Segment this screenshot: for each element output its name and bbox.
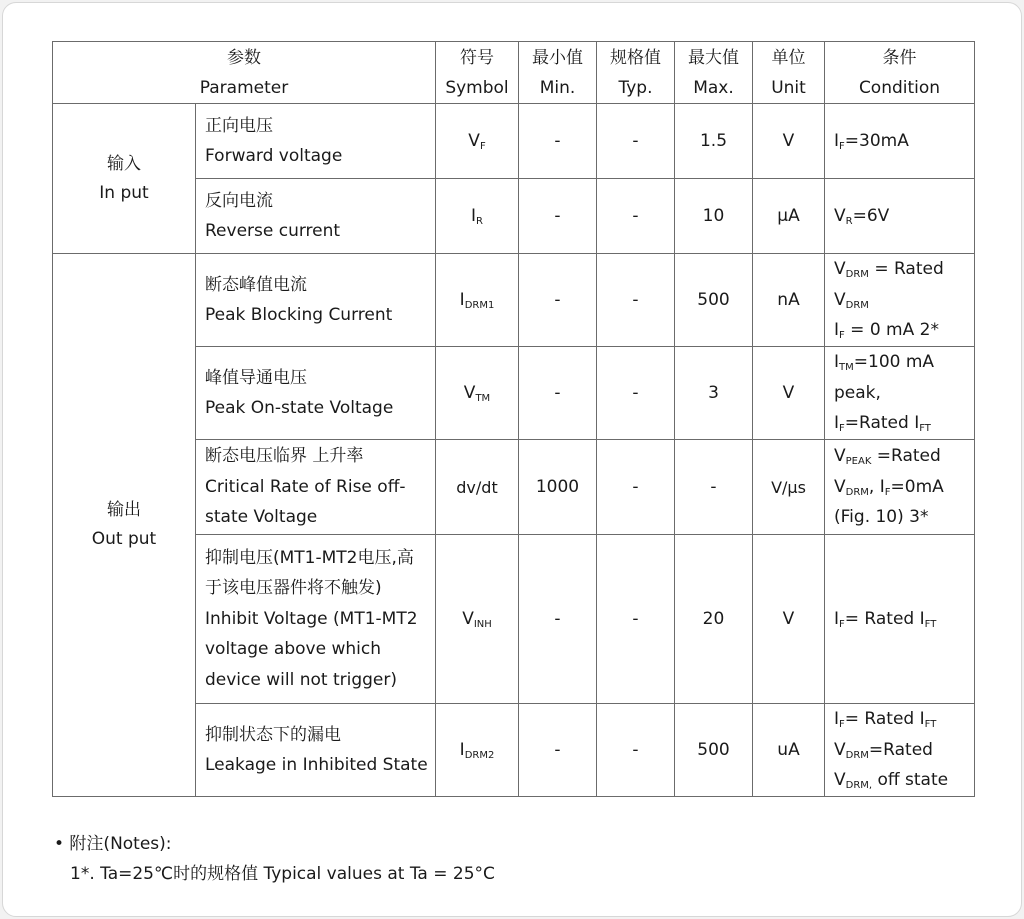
header-parameter: 参数 Parameter bbox=[53, 42, 436, 104]
param-cell bbox=[196, 347, 436, 440]
symbol-subscript: F bbox=[479, 141, 486, 152]
condition-line bbox=[834, 704, 974, 735]
symbol-cell bbox=[436, 254, 519, 347]
unit-cell: V bbox=[753, 535, 825, 704]
header-min: 最小值 Min. bbox=[519, 42, 597, 104]
condition-text: =0mA bbox=[890, 476, 944, 497]
condition-cell bbox=[825, 704, 975, 797]
group-input: 输入 In put bbox=[53, 104, 196, 254]
condition-subscript: F bbox=[839, 719, 845, 731]
unit-cell: V/µs bbox=[753, 440, 825, 535]
condition-line bbox=[834, 441, 974, 472]
condition-text: V bbox=[834, 205, 846, 226]
min-cell: - bbox=[519, 347, 597, 440]
table-row bbox=[53, 254, 975, 347]
condition-text: I bbox=[834, 130, 840, 151]
param-cell bbox=[196, 440, 436, 535]
param-line: 抑制电压(MT1-MT2电压,高 bbox=[205, 547, 414, 568]
condition-cell bbox=[825, 104, 975, 179]
condition-text: =Rated bbox=[868, 739, 933, 760]
condition-text: peak, bbox=[834, 382, 881, 403]
condition-subscript: DRM bbox=[845, 269, 869, 281]
condition-text: I bbox=[834, 413, 840, 434]
typ-cell: - bbox=[597, 535, 675, 704]
param-line: state Voltage bbox=[205, 507, 318, 528]
param-line: Peak Blocking Current bbox=[205, 305, 393, 325]
condition-subscript: DRM bbox=[845, 486, 869, 498]
condition-line bbox=[834, 408, 974, 439]
condition-line bbox=[834, 472, 974, 503]
typ-cell: - bbox=[597, 704, 675, 797]
condition-text: I bbox=[834, 320, 840, 341]
min-cell: - bbox=[519, 704, 597, 797]
condition-text: =Rated I bbox=[844, 413, 920, 434]
condition-line bbox=[834, 378, 974, 409]
condition-text: V bbox=[834, 770, 846, 791]
param-cell bbox=[196, 254, 436, 347]
param-cell bbox=[196, 704, 436, 797]
header-symbol: 符号 Symbol bbox=[436, 42, 519, 104]
header-typ: 规格值 Typ. bbox=[597, 42, 675, 104]
param-line: Leakage in Inhibited State bbox=[205, 755, 428, 775]
spec-table bbox=[52, 41, 975, 797]
param-line: 峰值导通电压 bbox=[205, 367, 307, 388]
condition-cell bbox=[825, 535, 975, 704]
condition-text: off state bbox=[872, 770, 949, 791]
param-line: Forward voltage bbox=[205, 146, 343, 166]
symbol-subscript: INH bbox=[473, 619, 492, 630]
max-cell: 10 bbox=[675, 179, 753, 254]
condition-line bbox=[834, 201, 974, 232]
condition-text: I bbox=[834, 608, 840, 629]
symbol-main: V bbox=[463, 383, 476, 403]
condition-subscript: DRM, bbox=[845, 780, 873, 792]
symbol-subscript: DRM2 bbox=[464, 750, 495, 761]
condition-line bbox=[834, 765, 974, 796]
unit-cell: V bbox=[753, 347, 825, 440]
symbol-main: I bbox=[459, 290, 465, 310]
symbol-subscript: DRM1 bbox=[464, 300, 495, 311]
condition-subscript: F bbox=[839, 618, 845, 630]
condition-cell bbox=[825, 347, 975, 440]
condition-line bbox=[834, 315, 974, 346]
max-cell: 500 bbox=[675, 704, 753, 797]
typ-cell: - bbox=[597, 179, 675, 254]
condition-subscript: R bbox=[845, 215, 853, 227]
condition-text: = Rated I bbox=[844, 709, 925, 730]
condition-subscript: DRM bbox=[845, 749, 869, 761]
param-line: voltage above which bbox=[205, 639, 381, 660]
param-line: Inhibit Voltage (MT1-MT2 bbox=[205, 608, 418, 629]
document-page bbox=[2, 2, 1022, 917]
param-line: 抑制状态下的漏电 bbox=[205, 724, 341, 745]
condition-subscript: F bbox=[839, 140, 845, 152]
condition-cell bbox=[825, 179, 975, 254]
param-line: 反向电流 bbox=[205, 190, 273, 211]
group-output: 输出 Out put bbox=[53, 254, 196, 797]
symbol-main: I bbox=[459, 740, 465, 760]
symbol-cell bbox=[436, 535, 519, 704]
condition-line bbox=[834, 254, 974, 285]
condition-subscript: F bbox=[884, 486, 891, 498]
condition-subscript: TM bbox=[839, 362, 854, 374]
header-unit: 单位 Unit bbox=[753, 42, 825, 104]
param-line: 于该电压器件将不触发) bbox=[205, 578, 382, 599]
condition-cell bbox=[825, 254, 975, 347]
notes-title: • 附注(Notes): bbox=[54, 834, 172, 854]
symbol-main: I bbox=[471, 206, 477, 226]
condition-line bbox=[834, 735, 974, 766]
min-cell: - bbox=[519, 179, 597, 254]
max-cell: 1.5 bbox=[675, 104, 753, 179]
max-cell: 20 bbox=[675, 535, 753, 704]
condition-line bbox=[834, 347, 974, 378]
unit-cell: uA bbox=[753, 704, 825, 797]
condition-text: = 0 mA 2* bbox=[844, 320, 939, 341]
param-line: 断态峰值电流 bbox=[205, 274, 307, 295]
param-line: device will not trigger) bbox=[205, 669, 398, 690]
param-line: 断态电压临界 上升率 bbox=[205, 446, 364, 467]
condition-subscript: F bbox=[839, 423, 845, 435]
symbol-cell bbox=[436, 704, 519, 797]
unit-cell: V bbox=[753, 104, 825, 179]
condition-subscript: PEAK bbox=[845, 456, 872, 468]
condition-text: = Rated I bbox=[844, 608, 925, 629]
min-cell: - bbox=[519, 254, 597, 347]
unit-cell: nA bbox=[753, 254, 825, 347]
condition-subscript: FT bbox=[919, 423, 931, 435]
max-cell: 3 bbox=[675, 347, 753, 440]
symbol-cell bbox=[436, 440, 519, 535]
condition-text: = Rated bbox=[868, 259, 944, 280]
condition-text: V bbox=[834, 476, 846, 497]
condition-text: V bbox=[834, 289, 846, 310]
param-cell bbox=[196, 535, 436, 704]
header-condition: 条件 Condition bbox=[825, 42, 975, 104]
condition-text: V bbox=[834, 446, 846, 467]
min-cell: - bbox=[519, 104, 597, 179]
symbol-cell bbox=[436, 179, 519, 254]
symbol-cell bbox=[436, 347, 519, 440]
condition-subscript: F bbox=[839, 330, 845, 342]
symbol-subscript: TM bbox=[475, 393, 491, 404]
condition-line bbox=[834, 604, 974, 635]
max-cell: 500 bbox=[675, 254, 753, 347]
condition-text: I bbox=[834, 709, 840, 730]
param-line: Peak On-state Voltage bbox=[205, 398, 394, 418]
condition-text: V bbox=[834, 259, 846, 280]
min-cell: - bbox=[519, 535, 597, 704]
typ-cell: - bbox=[597, 440, 675, 535]
symbol-main: V bbox=[468, 131, 480, 151]
condition-text: I bbox=[834, 352, 840, 373]
condition-text: =30mA bbox=[844, 130, 909, 151]
typ-cell: - bbox=[597, 254, 675, 347]
max-cell: - bbox=[675, 440, 753, 535]
condition-subscript: DRM bbox=[845, 299, 869, 311]
condition-text: V bbox=[834, 739, 846, 760]
condition-text: =Rated bbox=[871, 446, 941, 467]
notes-section bbox=[54, 829, 495, 889]
param-line: Critical Rate of Rise off- bbox=[205, 476, 406, 497]
param-line: Reverse current bbox=[205, 221, 341, 241]
typ-cell: - bbox=[597, 347, 675, 440]
unit-cell: µA bbox=[753, 179, 825, 254]
symbol-subscript: R bbox=[476, 216, 483, 227]
condition-text: =6V bbox=[852, 205, 890, 226]
table-header-row bbox=[53, 42, 975, 104]
condition-subscript: FT bbox=[924, 618, 937, 630]
condition-line bbox=[834, 126, 974, 157]
note-item: 1*. Ta=25℃时的规格值 Typical values at Ta = 25°C bbox=[70, 864, 495, 884]
param-line: 正向电压 bbox=[205, 115, 273, 136]
min-cell: 1000 bbox=[519, 440, 597, 535]
symbol-main: V bbox=[462, 609, 474, 629]
condition-cell bbox=[825, 440, 975, 535]
typ-cell: - bbox=[597, 104, 675, 179]
condition-subscript: FT bbox=[924, 719, 937, 731]
condition-text: (Fig. 10) 3* bbox=[834, 507, 929, 528]
symbol-main: dv/dt bbox=[456, 477, 498, 497]
condition-line bbox=[834, 502, 974, 533]
condition-line bbox=[834, 285, 974, 316]
condition-text: , I bbox=[868, 476, 885, 497]
condition-text: =100 mA bbox=[853, 352, 935, 373]
param-cell bbox=[196, 179, 436, 254]
table-row bbox=[53, 104, 975, 179]
symbol-cell bbox=[436, 104, 519, 179]
param-cell bbox=[196, 104, 436, 179]
header-max: 最大值 Max. bbox=[675, 42, 753, 104]
